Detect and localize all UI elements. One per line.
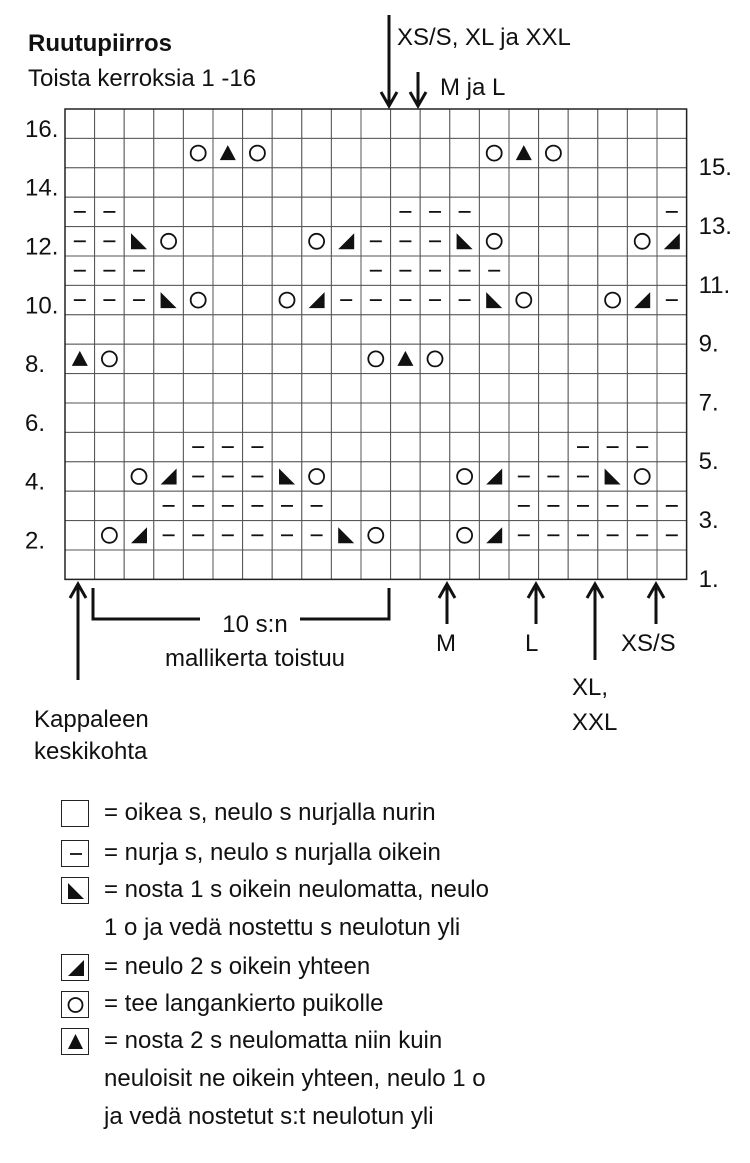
chart-cell: [65, 521, 95, 550]
chart-cell: [627, 403, 657, 432]
chart-cell: [124, 315, 154, 344]
chart-cell: [450, 168, 480, 197]
chart-cell: [243, 550, 273, 579]
chart-cell: [272, 550, 302, 579]
chart-cell: [420, 315, 450, 344]
chart-cell: [657, 374, 687, 403]
chart-cell: [95, 109, 125, 138]
chart-cell: [568, 227, 598, 256]
chart-cell: [509, 227, 539, 256]
chart-cell: [627, 462, 657, 491]
row-number-left: 4.: [25, 468, 46, 496]
chart-cell: [272, 227, 302, 256]
chart-cell: [391, 168, 421, 197]
row-number-right: 5.: [698, 448, 719, 476]
chart-cell: [420, 491, 450, 520]
chart-cell: [302, 285, 332, 314]
chart-cell: [479, 197, 509, 226]
chart-cell: [361, 138, 391, 167]
chart-cell: [95, 550, 125, 579]
chart-cell: [124, 109, 154, 138]
chart-cell: [391, 315, 421, 344]
chart-cell: [302, 227, 332, 256]
chart-cell: [95, 374, 125, 403]
chart-cell: [95, 432, 125, 461]
chart-cell: [154, 374, 184, 403]
chart-cell: [243, 138, 273, 167]
chart-cell: [302, 432, 332, 461]
chart-cell: [420, 168, 450, 197]
chart-cell: [627, 315, 657, 344]
size-marker-xl-xxl: XL, XXL: [572, 674, 618, 736]
chart-cell: [95, 344, 125, 373]
row-number-right: 9.: [698, 330, 719, 358]
chart-cell: [598, 256, 628, 285]
legend-symbol-empty: [61, 800, 89, 827]
chart-cell: [627, 256, 657, 285]
legend-text: = nosta 1 s oikein neulomatta, neulo: [104, 876, 489, 903]
chart-cell: [243, 256, 273, 285]
chart-cell: [272, 138, 302, 167]
chart-cell: [509, 197, 539, 226]
chart-cell: [361, 315, 391, 344]
chart-cell: [450, 344, 480, 373]
chart-cell: [154, 315, 184, 344]
chart-cell: [65, 432, 95, 461]
chart-cell: [124, 197, 154, 226]
chart-cell: [331, 315, 361, 344]
chart-cell: [331, 491, 361, 520]
chart-cell: [154, 285, 184, 314]
chart-cell: [302, 109, 332, 138]
row-number-left: 8.: [25, 351, 46, 379]
chart-cell: [598, 197, 628, 226]
chart-cell: [568, 550, 598, 579]
chart-cell: [65, 168, 95, 197]
size-marker-xs-s: XS/S: [621, 630, 676, 657]
chart-cell: [361, 197, 391, 226]
chart-cell: [479, 168, 509, 197]
chart-cell: [213, 344, 243, 373]
chart-cell: [331, 138, 361, 167]
legend-text: 1 o ja vedä nostettu s neulotun yli: [104, 914, 461, 941]
chart-cell: [213, 197, 243, 226]
chart-cell: [509, 285, 539, 314]
chart-cell: [627, 109, 657, 138]
chart-cell: [598, 403, 628, 432]
repeat-label: 10 s:n mallikerta toistuu: [164, 611, 346, 672]
chart-cell: [272, 168, 302, 197]
chart-cell: [124, 374, 154, 403]
chart-cell: [331, 550, 361, 579]
chart-cell: [479, 285, 509, 314]
chart-cell: [657, 109, 687, 138]
chart-cell: [391, 432, 421, 461]
chart-cell: [183, 256, 213, 285]
chart-cell: [420, 138, 450, 167]
chart-cell: [331, 197, 361, 226]
chart-cell: [124, 491, 154, 520]
chart-cell: [331, 168, 361, 197]
chart-cell: [361, 168, 391, 197]
legend-symbol-sk2po: [61, 1028, 89, 1055]
chart-cell: [243, 344, 273, 373]
chart-cell: [154, 432, 184, 461]
chart-cell: [568, 403, 598, 432]
chart-cell: [331, 432, 361, 461]
chart-cell: [272, 197, 302, 226]
chart-cell: [539, 227, 569, 256]
legend-text: = oikea s, neulo s nurjalla nurin: [104, 799, 436, 826]
chart-cell: [183, 227, 213, 256]
chart-cell: [568, 374, 598, 403]
chart-cell: [657, 462, 687, 491]
chart-cell: [361, 432, 391, 461]
row-number-right: 11.: [698, 271, 731, 299]
chart-cell: [124, 550, 154, 579]
legend-symbol-dash: [61, 840, 89, 867]
chart-cell: [568, 315, 598, 344]
row-number-left: 14.: [25, 174, 59, 202]
chart-cell: [598, 168, 628, 197]
chart-cell: [183, 138, 213, 167]
chart-cell: [539, 109, 569, 138]
chart-cell: [65, 462, 95, 491]
chart-cell: [450, 374, 480, 403]
chart-cell: [331, 462, 361, 491]
chart-cell: [391, 109, 421, 138]
chart-cell: [95, 462, 125, 491]
chart-cell: [95, 315, 125, 344]
chart-cell: [154, 168, 184, 197]
chart-cell: [539, 197, 569, 226]
chart-cell: [124, 432, 154, 461]
chart-cell: [568, 138, 598, 167]
chart-cell: [361, 403, 391, 432]
chart-cell: [65, 109, 95, 138]
chart-cell: [272, 432, 302, 461]
chart-cell: [391, 374, 421, 403]
chart-cell: [479, 315, 509, 344]
chart-cell: [361, 344, 391, 373]
chart-cell: [627, 138, 657, 167]
chart-cell: [509, 432, 539, 461]
chart-cell: [479, 432, 509, 461]
chart-cell: [568, 285, 598, 314]
chart-cell: [657, 344, 687, 373]
chart-cell: [479, 227, 509, 256]
chart-cell: [124, 403, 154, 432]
size-marker-m: M: [436, 630, 456, 657]
chart-cell: [154, 344, 184, 373]
chart-cell: [598, 285, 628, 314]
chart-cell: [539, 403, 569, 432]
chart-cell: [331, 403, 361, 432]
chart-cell: [361, 109, 391, 138]
row-number-left: 6.: [25, 409, 46, 437]
legend-text: = nurja s, neulo s nurjalla oikein: [104, 839, 441, 866]
chart-cell: [272, 109, 302, 138]
chart-cell: [598, 227, 628, 256]
chart-cell: [568, 197, 598, 226]
chart-cell: [302, 550, 332, 579]
chart-cell: [183, 315, 213, 344]
chart-cell: [420, 374, 450, 403]
center-label: Kappaleen keskikohta: [34, 706, 149, 765]
chart-cell: [302, 403, 332, 432]
chart-cell: [124, 344, 154, 373]
chart-cell: [627, 550, 657, 579]
chart-cell: [154, 109, 184, 138]
chart-cell: [391, 462, 421, 491]
chart-cell: [361, 521, 391, 550]
row-number-left: 10.: [25, 292, 59, 320]
chart-cell: [213, 168, 243, 197]
chart-cell: [657, 168, 687, 197]
chart-cell: [154, 256, 184, 285]
row-number-right: 1.: [698, 565, 719, 593]
size-marker-m-l: M ja L: [440, 74, 506, 101]
chart-cell: [213, 109, 243, 138]
chart-cell: [154, 138, 184, 167]
chart-cell: [243, 315, 273, 344]
chart-cell: [568, 256, 598, 285]
chart-cell: [213, 374, 243, 403]
chart-cell: [509, 550, 539, 579]
chart-cell: [65, 491, 95, 520]
chart-cell: [509, 168, 539, 197]
chart-cell: [331, 256, 361, 285]
chart-cell: [598, 138, 628, 167]
chart-cell: [391, 521, 421, 550]
chart-cell: [213, 256, 243, 285]
chart-cell: [243, 197, 273, 226]
chart-cell: [154, 403, 184, 432]
chart-cell: [627, 344, 657, 373]
row-number-left: 12.: [25, 233, 59, 261]
chart-cell: [657, 550, 687, 579]
chart-cell: [213, 315, 243, 344]
chart-cell: [272, 374, 302, 403]
chart-cell: [95, 521, 125, 550]
chart-cell: [450, 521, 480, 550]
chart-cell: [420, 432, 450, 461]
chart-cell: [450, 432, 480, 461]
chart-cell: [657, 432, 687, 461]
chart-cell: [331, 109, 361, 138]
chart-cell: [539, 344, 569, 373]
row-number-right: 3.: [698, 506, 719, 534]
chart-cell: [272, 256, 302, 285]
chart-cell: [657, 403, 687, 432]
chart-cell: [539, 138, 569, 167]
chart-cell: [568, 344, 598, 373]
chart-cell: [154, 197, 184, 226]
legend-text: = tee langankierto puikolle: [104, 990, 384, 1017]
chart-cell: [302, 197, 332, 226]
chart-cell: [183, 109, 213, 138]
row-number-left: 16.: [25, 115, 59, 143]
size-marker-l: L: [525, 630, 539, 657]
chart-cell: [539, 550, 569, 579]
chart-subtitle: Toista kerroksia 1 -16: [28, 65, 257, 92]
chart-cell: [657, 256, 687, 285]
chart-cell: [420, 344, 450, 373]
chart-cell: [65, 138, 95, 167]
chart-cell: [420, 462, 450, 491]
chart-cell: [568, 168, 598, 197]
chart-cell: [450, 550, 480, 579]
chart-cell: [568, 109, 598, 138]
chart-cell: [450, 491, 480, 520]
chart-cell: [509, 374, 539, 403]
row-number-right: 13.: [698, 212, 732, 240]
chart-cell: [450, 462, 480, 491]
chart-cell: [539, 168, 569, 197]
chart-title: Ruutupiirros: [28, 30, 172, 57]
chart-cell: [65, 550, 95, 579]
chart-cell: [627, 374, 657, 403]
chart-cell: [331, 344, 361, 373]
legend-symbol-ssk: [61, 877, 89, 904]
chart-cell: [213, 403, 243, 432]
chart-cell: [95, 403, 125, 432]
chart-cell: [183, 285, 213, 314]
chart-cell: [627, 168, 657, 197]
chart-cell: [302, 374, 332, 403]
chart-cell: [95, 138, 125, 167]
chart-cell: [539, 432, 569, 461]
chart-cell: [479, 374, 509, 403]
chart-cell: [213, 285, 243, 314]
chart-cell: [243, 227, 273, 256]
chart-cell: [183, 344, 213, 373]
chart-cell: [479, 109, 509, 138]
chart-cell: [243, 109, 273, 138]
chart-cell: [124, 168, 154, 197]
chart-cell: [302, 315, 332, 344]
chart-cell: [183, 374, 213, 403]
chart-cell: [65, 315, 95, 344]
legend-text: = neulo 2 s oikein yhteen: [104, 953, 371, 980]
chart-cell: [479, 138, 509, 167]
chart-cell: [361, 550, 391, 579]
chart-cell: [154, 227, 184, 256]
chart-cell: [213, 227, 243, 256]
chart-cell: [154, 550, 184, 579]
chart-cell: [450, 138, 480, 167]
chart-cell: [183, 197, 213, 226]
chart-cell: [243, 403, 273, 432]
chart-cell: [450, 315, 480, 344]
chart-cell: [598, 374, 628, 403]
chart-cell: [479, 344, 509, 373]
chart-cell: [450, 109, 480, 138]
chart-cell: [420, 109, 450, 138]
chart-cell: [598, 315, 628, 344]
chart-cell: [627, 197, 657, 226]
chart-cell: [539, 285, 569, 314]
chart-cell: [420, 403, 450, 432]
chart-cell: [391, 403, 421, 432]
chart-cell: [361, 462, 391, 491]
legend-symbol-yo: [61, 991, 89, 1018]
chart-cell: [243, 168, 273, 197]
chart-cell: [479, 403, 509, 432]
chart-cell: [391, 550, 421, 579]
chart-cell: [509, 256, 539, 285]
legend-text: neuloisit ne oikein yhteen, neulo 1 o: [104, 1065, 486, 1092]
chart-cell: [627, 227, 657, 256]
chart-cell: [479, 491, 509, 520]
chart-cell: [302, 256, 332, 285]
chart-cell: [539, 374, 569, 403]
chart-cell: [361, 374, 391, 403]
row-number-right: 15.: [698, 154, 732, 182]
chart-cell: [95, 491, 125, 520]
chart-cell: [124, 138, 154, 167]
chart-cell: [598, 550, 628, 579]
chart-cell: [183, 168, 213, 197]
chart-cell: [331, 374, 361, 403]
chart-cell: [272, 403, 302, 432]
chart-cell: [509, 344, 539, 373]
chart-cell: [65, 374, 95, 403]
chart-cell: [183, 550, 213, 579]
chart-cell: [509, 403, 539, 432]
chart-cell: [509, 109, 539, 138]
chart-cell: [183, 403, 213, 432]
chart-cell: [361, 491, 391, 520]
chart-cell: [302, 344, 332, 373]
chart-cell: [479, 550, 509, 579]
chart-cell: [65, 403, 95, 432]
chart-cell: [450, 403, 480, 432]
chart-cell: [302, 138, 332, 167]
chart-cell: [302, 462, 332, 491]
chart-cell: [272, 315, 302, 344]
chart-cell: [213, 550, 243, 579]
chart-cell: [539, 256, 569, 285]
chart-cell: [272, 344, 302, 373]
chart-cell: [243, 285, 273, 314]
chart-cell: [509, 315, 539, 344]
chart-cell: [598, 109, 628, 138]
chart-cell: [627, 285, 657, 314]
chart-cell: [420, 550, 450, 579]
chart-cell: [302, 168, 332, 197]
chart-cell: [539, 315, 569, 344]
legend-text: ja vedä nostetut s:t neulotun yli: [104, 1103, 434, 1130]
chart-cell: [95, 168, 125, 197]
chart-cell: [272, 285, 302, 314]
chart-cell: [598, 344, 628, 373]
row-number-right: 7.: [698, 389, 719, 417]
row-number-left: 2.: [25, 527, 46, 555]
legend-symbol-k2tog: [61, 954, 89, 981]
legend-text: = nosta 2 s neulomatta niin kuin: [104, 1027, 443, 1054]
chart-cell: [391, 491, 421, 520]
chart-cell: [243, 374, 273, 403]
chart-cell: [657, 138, 687, 167]
size-marker-xs-xl-xxl: XS/S, XL ja XXL: [397, 24, 571, 51]
chart-cell: [124, 462, 154, 491]
chart-cell: [657, 315, 687, 344]
chart-cell: [420, 521, 450, 550]
chart-cell: [391, 138, 421, 167]
